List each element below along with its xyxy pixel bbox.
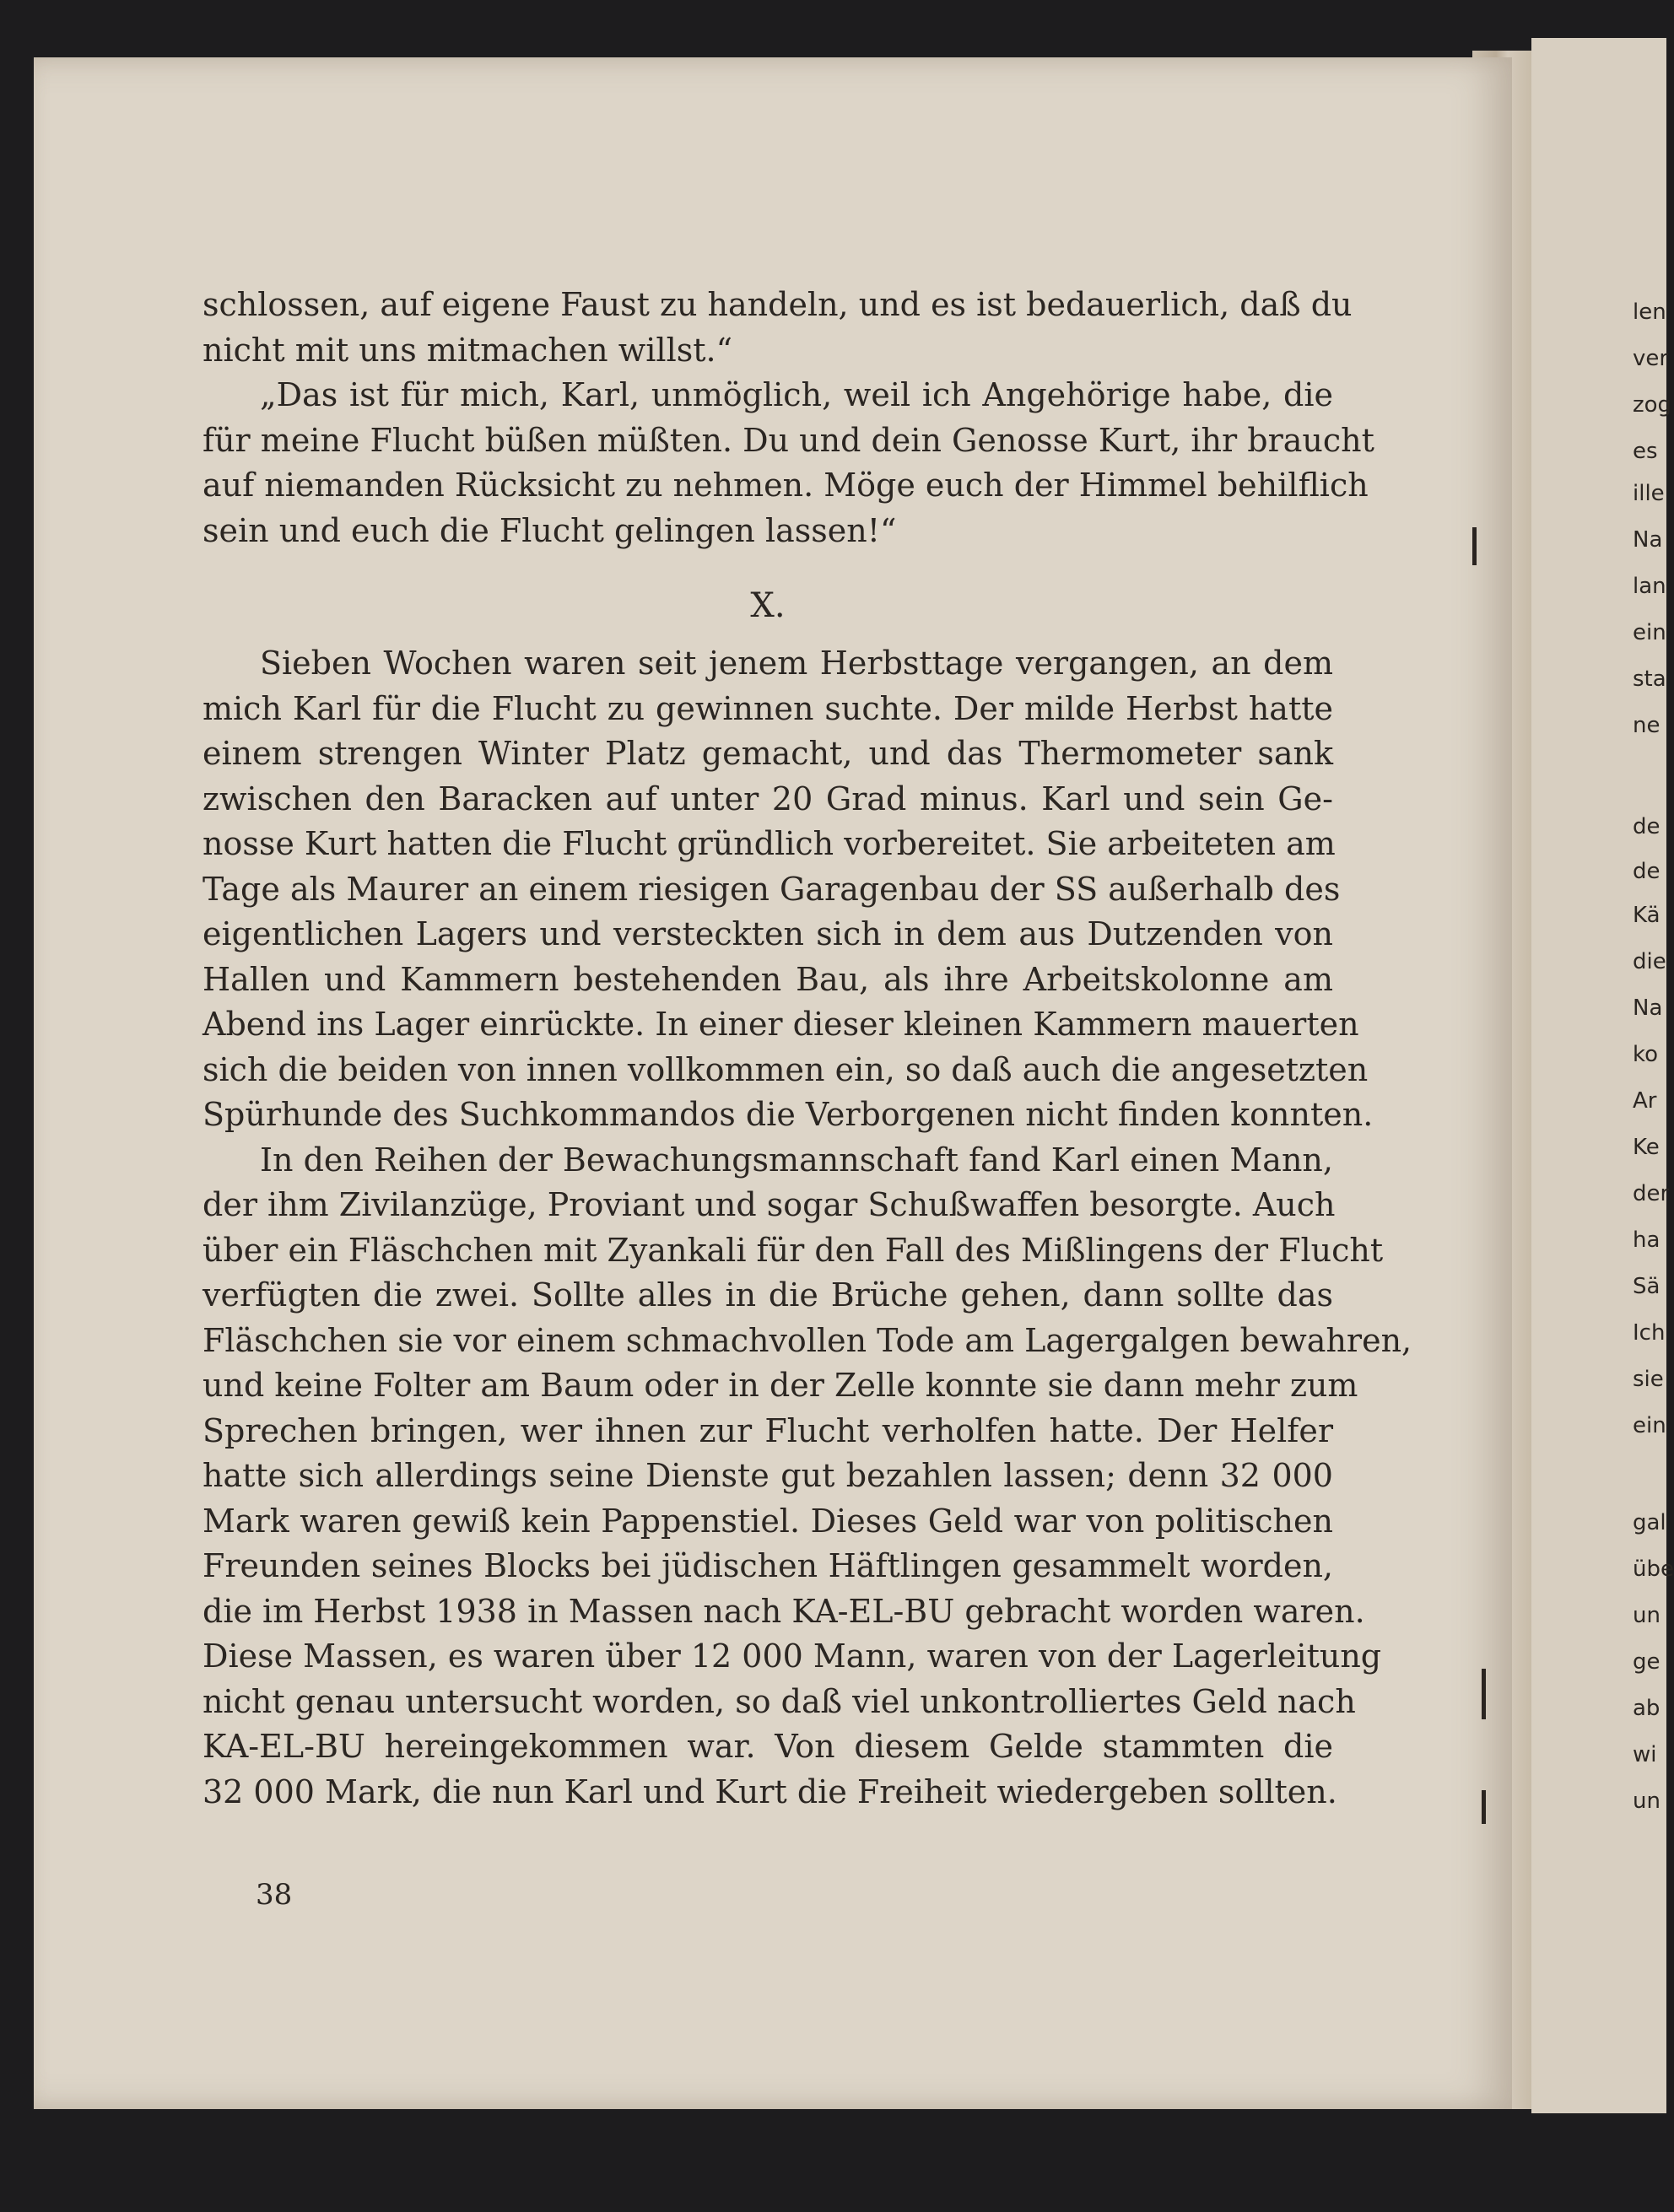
text-line: nosse Kurt hatten die Flucht gründlich vorbereitet. Sie arbeiteten am [202, 825, 1336, 862]
facing-page-fragment: Na [1633, 527, 1663, 553]
facing-page-fragment: übe [1633, 1556, 1674, 1582]
text-line: Mark waren gewiß kein Pappenstiel. Dieses Geld war von politischen [202, 1502, 1333, 1540]
text-line: KA-EL-BU hereingekommen war. Von diesem Gelde stammten die [202, 1728, 1333, 1765]
facing-page-fragment: zog [1633, 392, 1672, 418]
chapter-heading: X. [750, 586, 786, 625]
facing-page-fragment: ille [1633, 481, 1665, 506]
text-line: einem strengen Winter Platz gemacht, und das Thermometer sank [202, 735, 1333, 772]
gutter-mark [1482, 1669, 1486, 1719]
chapter-paragraphs [202, 641, 1412, 1815]
facing-page-fragment: Sä [1633, 1274, 1660, 1299]
facing-page-fragment: es [1633, 439, 1658, 464]
text-line: hatte sich allerdings seine Dienste gut bezahlen lassen; denn 32 000 [202, 1457, 1333, 1494]
text-line: Diese Massen, es waren über 12 000 Mann, waren von der Lagerleitung [202, 1637, 1382, 1675]
text-line: zwischen den Baracken auf unter 20 Grad minus. Karl und sein Ge- [202, 780, 1333, 817]
text-line: Fläschchen sie vor einem schmachvollen Tode am Lagergalgen bewahren, [202, 1321, 1412, 1359]
facing-page-fragment: ver [1633, 346, 1669, 371]
text-line: Tage als Maurer an einem riesigen Garagenbau der SS außerhalb des [202, 870, 1341, 908]
text-line: In den Reihen der Bewachungsmannschaft fand Karl einen Mann, [260, 1141, 1333, 1179]
page-number: 38 [256, 1878, 293, 1912]
text-line: sich die beiden von innen vollkommen ein, so daß auch die angesetzten [202, 1050, 1369, 1088]
text-line: schlossen, auf eigene Faust zu handeln, und es ist bedauerlich, daß du [202, 286, 1353, 323]
facing-page-fragment: gal [1633, 1510, 1666, 1535]
facing-page-fragment: ne [1633, 713, 1660, 738]
text-line: für meine Flucht büßen müßten. Du und dein Genosse Kurt, ihr braucht [202, 421, 1374, 459]
text-line: nicht mit uns mitmachen willst.“ [202, 331, 733, 369]
text-line: Abend ins Lager einrückte. In einer dieser kleinen Kammern mauerten [202, 1006, 1359, 1043]
gutter-mark [1482, 1790, 1486, 1824]
text-line: sein und euch die Flucht gelingen lassen!“ [202, 511, 897, 549]
text-line: Hallen und Kammern bestehenden Bau, als ihre Arbeitskolonne am [202, 960, 1333, 998]
text-line: Spürhunde des Suchkommandos die Verborgenen nicht finden konnten. [202, 1096, 1374, 1133]
facing-page-fragment: len [1633, 299, 1666, 325]
text-line: 32 000 Mark, die nun Karl und Kurt die Freiheit wiedergeben sollten. [202, 1772, 1337, 1810]
facing-page-fragment: de [1633, 859, 1660, 884]
text-line: eigentlichen Lagers und versteckten sich in dem aus Dutzenden von [202, 915, 1333, 952]
text-line: der ihm Zivilanzüge, Proviant und sogar Schußwaffen besorgte. Auch [202, 1186, 1336, 1223]
facing-page-fragment: ge [1633, 1649, 1660, 1675]
facing-page-fragment: Ar [1633, 1088, 1657, 1114]
facing-page-fragment: un [1633, 1788, 1660, 1814]
facing-page-fragment: un [1633, 1603, 1660, 1628]
facing-page-fragment: Ke [1633, 1135, 1660, 1160]
text-line: und keine Folter am Baum oder in der Zelle konnte sie dann mehr zum [202, 1367, 1358, 1404]
facing-page-fragment: lan [1633, 574, 1666, 599]
text-line: Sprechen bringen, wer ihnen zur Flucht verholfen hatte. Der Helfer [202, 1411, 1333, 1449]
facing-page-fragment: ein [1633, 1413, 1666, 1438]
text-line: mich Karl für die Flucht zu gewinnen suchte. Der milde Herbst hatte [202, 689, 1333, 727]
text-line: verfügten die zwei. Sollte alles in die Brüche gehen, dann sollte das [202, 1276, 1333, 1314]
facing-page-fragment: wi [1633, 1742, 1657, 1767]
text-line: nicht genau untersucht worden, so daß viel unkontrolliertes Geld nach [202, 1682, 1356, 1720]
facing-page-fragment: Na [1633, 995, 1663, 1021]
gutter-mark [1472, 527, 1477, 565]
facing-page-fragment: der [1633, 1181, 1670, 1206]
facing-page-fragment: de [1633, 814, 1660, 839]
page-body-text [202, 283, 1374, 553]
facing-page-fragment: sta [1633, 666, 1666, 692]
text-line: „Das ist für mich, Karl, unmöglich, weil ich Angehörige habe, die [260, 376, 1333, 413]
facing-page-fragment: ha [1633, 1227, 1660, 1253]
facing-page-fragment: sie [1633, 1367, 1664, 1392]
facing-page-fragment: ko [1633, 1042, 1659, 1067]
text-line: über ein Fläschchen mit Zyankali für den Fall des Mißlingens der Flucht [202, 1231, 1384, 1269]
facing-page-fragment: Ich [1633, 1320, 1666, 1346]
text-line: die im Herbst 1938 in Massen nach KA-EL-BU gebracht worden waren. [202, 1592, 1365, 1630]
text-line: Freunden seines Blocks bei jüdischen Häftlingen gesammelt worden, [202, 1547, 1333, 1584]
facing-page-fragment: die [1633, 949, 1666, 974]
text-line: Sieben Wochen waren seit jenem Herbsttage vergangen, an dem [260, 645, 1333, 682]
facing-page-fragment: Kä [1633, 903, 1660, 928]
text-line: auf niemanden Rücksicht zu nehmen. Möge euch der Himmel behilflich [202, 467, 1369, 504]
facing-page-fragment: ein [1633, 620, 1666, 645]
facing-page-fragment: ab [1633, 1696, 1660, 1721]
